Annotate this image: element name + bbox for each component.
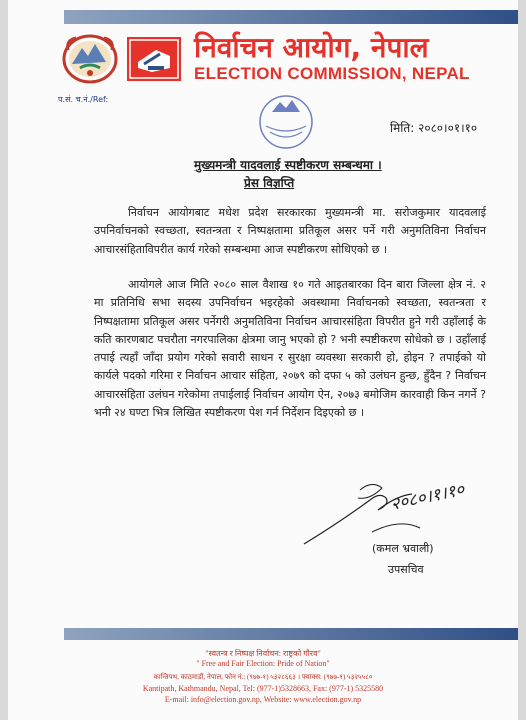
- title-nepali: निर्वाचन आयोग, नेपाल: [194, 31, 429, 64]
- handwritten-signature: [300, 470, 490, 550]
- signer-designation: उपसचिव: [388, 563, 424, 576]
- footer-address-english: Kantipath, Kathmandu, Nepal, Tel: (977-1)5328663, Fax: (977-1) 5325580: [142, 684, 384, 693]
- letter-subject: मुख्यमन्त्री यादवलाई स्पष्टीकरण सम्बन्धमा ।: [194, 158, 382, 172]
- nepal-emblem-icon: [62, 32, 118, 84]
- header-band: [64, 10, 518, 24]
- footer-motto-english: " Free and Fair Election: Pride of Nation": [196, 659, 330, 668]
- letter-page: [8, 0, 518, 720]
- ecn-ballot-logo-icon: [126, 36, 182, 82]
- footer-address-nepali: कान्तिपथ, काठमाडौं, नेपाल, फोन नं.: (९७७-१) ५३२८६६३ । फ्याक्स: (९७७-१) ५३२५५८०: [153, 673, 373, 681]
- paragraph-1: निर्वाचन आयोगबाट मधेश प्रदेश सरकारका मुख्यमन्त्री मा. सरोजकुमार यादवलाई उपनिर्वाचनको स्वच्छता, स्वतन्त्रता र निष्पक्षतामा प्रतिकूल असर पर्ने गरी अनुमतिविना निर्वाचन आचारसंहिताविपरीत कार्य गरेको सम्बन्धमा आज स्पष्टीकरण सोधिएको छ ।: [94, 206, 486, 256]
- footer-contact: E-mail: info@election.gov.np, Website: www.election.gov.np: [164, 695, 362, 704]
- reference-label: प.सं. च.नं./Ref:: [58, 95, 109, 104]
- letter-date: मिति: २०८०।०१।१०: [390, 121, 478, 135]
- press-release-heading: प्रेस विज्ञप्ति: [244, 176, 295, 190]
- signature-date-text: २०८०।१।१०: [388, 479, 467, 515]
- paragraph-2: आयोगले आज मिति २०८० साल वैशाख १० गते आइतबारका दिन बारा जिल्ला क्षेत्र नं. २ मा प्रतिनिधि सभा सदस्य उपनिर्वाचन भइरहेको अवस्थामा निर्वाचनको स्वच्छता, स्वतन्त्रता र निष्पक्षतामा प्रतिकूल असर पर्नेगरी अनुमतिविना निर्वाचन आचारसंहिता विपरीत हुने गरी उहाँलाई के कति कारणबाट पचरौता नगरपालिका क्षेत्रमा जानु भएको हो ? भनी स्पष्टीकरण सोधेको छ । उहाँलाई तपाई त्यहाँ जाँदा प्रयोग गरेको सवारी साधन र सुरक्षा व्यवस्था सरकारी हो, होइन ? तपाईको यो कार्यले पदको गरिमा र निर्वाचन आचार संहिता, २०७९ को दफा ५ को उलंघन हुन्छ, हुँदैन ? निर्वाचन आचारसंहिता उलंघन गरेकोमा तपाईलाई निर्वाचन आयोग ऐन, २०७३ बमोजिम कारवाही किन नगर्ने ? भनी २४ घण्टा भित्र लिखित स्पष्टीकरण पेश गर्न निर्देशन दिइएको छ ।: [94, 278, 486, 420]
- title-english: ELECTION COMMISSION, NEPAL: [194, 64, 470, 83]
- footer-band: [64, 628, 518, 640]
- official-stamp-icon: [256, 92, 316, 156]
- footer-motto-nepali: "स्वतन्त्र र निष्पक्ष निर्वाचन: राष्ट्रको गौरव": [205, 649, 321, 658]
- signer-name: (कमल भ्रवाली): [372, 542, 434, 555]
